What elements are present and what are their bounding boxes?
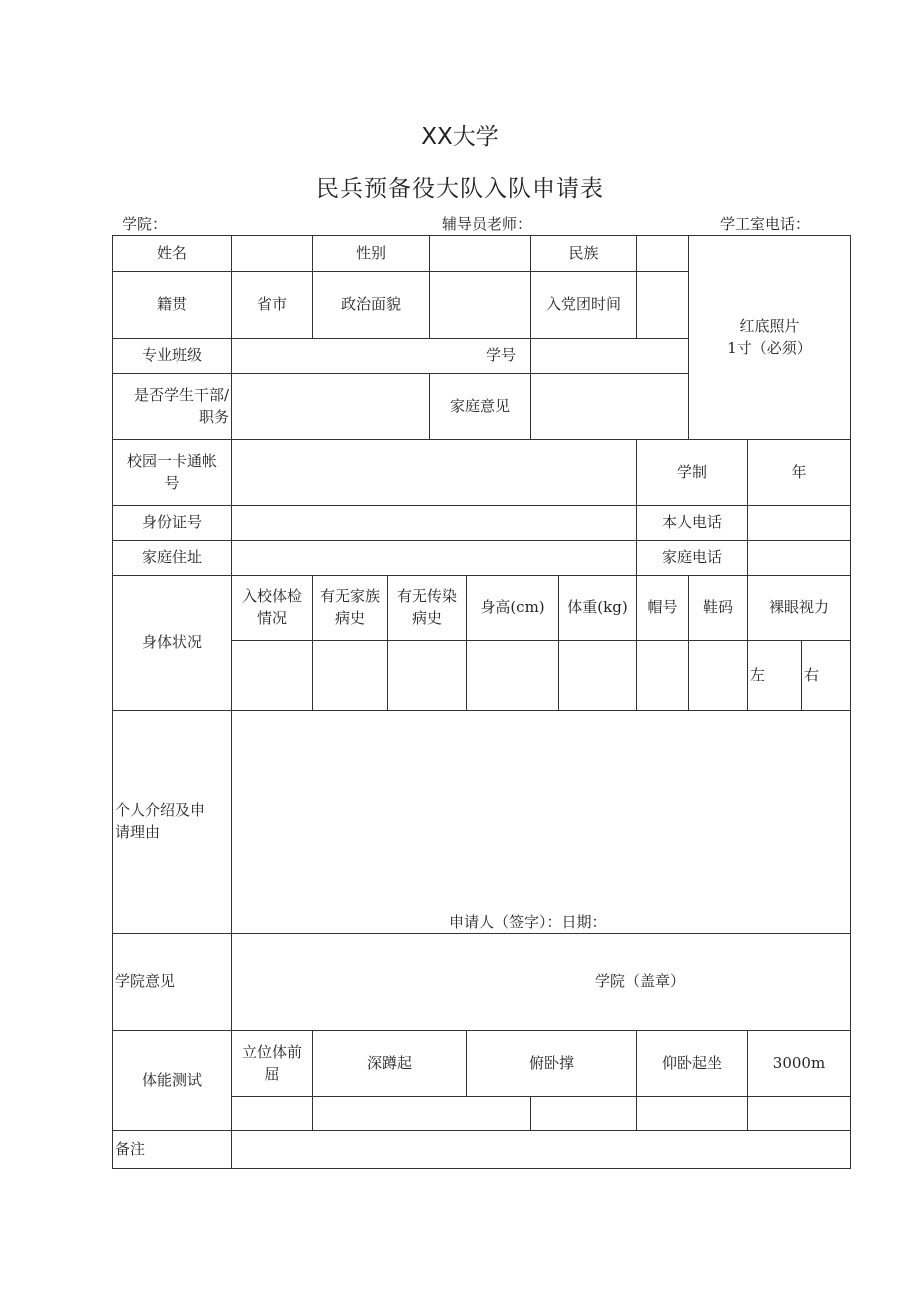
- political-status-field[interactable]: [429, 271, 531, 339]
- sit-up-field[interactable]: [636, 1096, 748, 1131]
- shoe-size-field[interactable]: [688, 640, 748, 711]
- weight-field[interactable]: [558, 640, 637, 711]
- personal-phone-field[interactable]: [747, 505, 851, 541]
- photo-box[interactable]: 红底照片 1寸（必须）: [688, 235, 851, 440]
- party-join-time-label: 入党团时间: [530, 271, 637, 339]
- hat-size-label: 帽号: [636, 575, 689, 641]
- home-address-field[interactable]: [231, 540, 637, 576]
- remarks-label: 备注: [112, 1130, 232, 1169]
- office-phone-label: 学工室电话：: [720, 215, 811, 233]
- fitness-test-label: 体能测试: [112, 1030, 232, 1131]
- student-id-field[interactable]: [530, 338, 689, 374]
- college-label: 学院：: [122, 215, 168, 233]
- height-field[interactable]: [466, 640, 559, 711]
- sit-and-reach-label: 立位体前 屈: [231, 1030, 313, 1097]
- sit-and-reach-field[interactable]: [231, 1096, 313, 1131]
- personal-phone-label: 本人电话: [636, 505, 748, 541]
- campus-card-field[interactable]: [231, 439, 637, 506]
- ethnicity-field[interactable]: [636, 235, 689, 272]
- height-label: 身高(cm): [466, 575, 559, 641]
- form-title: 民兵预备役大队入队申请表: [316, 176, 604, 202]
- intro-reason-label: 个人介绍及申 请理由: [112, 710, 232, 934]
- id-number-field[interactable]: [231, 505, 637, 541]
- vision-left-field[interactable]: 左: [747, 640, 802, 711]
- push-up-field[interactable]: [530, 1096, 637, 1131]
- squat-label: 深蹲起: [312, 1030, 467, 1097]
- party-join-time-field[interactable]: [636, 271, 689, 339]
- sit-up-label: 仰卧起坐: [636, 1030, 748, 1097]
- political-status-label: 政治面貌: [312, 271, 430, 339]
- shoe-size-label: 鞋码: [688, 575, 748, 641]
- college-seal-field[interactable]: 学院（盖章）: [231, 933, 851, 1031]
- run-3000m-field[interactable]: [747, 1096, 851, 1131]
- home-address-label: 家庭住址: [112, 540, 232, 576]
- run-3000m-label: 3000m: [747, 1030, 851, 1097]
- applicant-signature-line: 申请人（签字）：日期：: [449, 913, 607, 931]
- campus-card-label: 校园一卡通帐 号: [112, 439, 232, 506]
- counselor-label: 辅导员老师：: [442, 215, 533, 233]
- infectious-history-label: 有无传染 病史: [387, 575, 467, 641]
- major-class-label: 专业班级: [112, 338, 232, 374]
- province-city-field[interactable]: 省市: [231, 271, 313, 339]
- family-opinion-label: 家庭意见: [429, 373, 531, 440]
- family-history-field[interactable]: [312, 640, 388, 711]
- family-history-label: 有无家族 病史: [312, 575, 388, 641]
- gender-field[interactable]: [429, 235, 531, 272]
- school-length-field[interactable]: 年: [747, 439, 851, 506]
- family-opinion-field[interactable]: [530, 373, 689, 440]
- student-id-label: 学号: [231, 338, 531, 374]
- squat-field[interactable]: [312, 1096, 531, 1131]
- ethnicity-label: 民族: [530, 235, 637, 272]
- home-phone-label: 家庭电话: [636, 540, 748, 576]
- college-opinion-label: 学院意见: [112, 933, 232, 1031]
- vision-right-field[interactable]: 右: [801, 640, 851, 711]
- health-check-field[interactable]: [231, 640, 313, 711]
- university-title: XX大学: [421, 124, 499, 150]
- name-field[interactable]: [231, 235, 313, 272]
- school-length-label: 学制: [636, 439, 748, 506]
- vision-label: 裸眼视力: [747, 575, 851, 641]
- weight-label: 体重(kg): [558, 575, 637, 641]
- home-phone-field[interactable]: [747, 540, 851, 576]
- native-place-label: 籍贯: [112, 271, 232, 339]
- hat-size-field[interactable]: [636, 640, 689, 711]
- cadre-field[interactable]: [231, 373, 430, 440]
- gender-label: 性别: [312, 235, 430, 272]
- remarks-field[interactable]: [231, 1130, 851, 1169]
- push-up-label: 俯卧撑: [466, 1030, 637, 1097]
- id-number-label: 身份证号: [112, 505, 232, 541]
- physical-condition-label: 身体状况: [112, 575, 232, 711]
- health-check-label: 入校体检 情况: [231, 575, 313, 641]
- infectious-history-field[interactable]: [387, 640, 467, 711]
- name-label: 姓名: [112, 235, 232, 272]
- cadre-label: 是否学生干部/ 职务: [112, 373, 232, 440]
- intro-reason-field[interactable]: [231, 710, 851, 934]
